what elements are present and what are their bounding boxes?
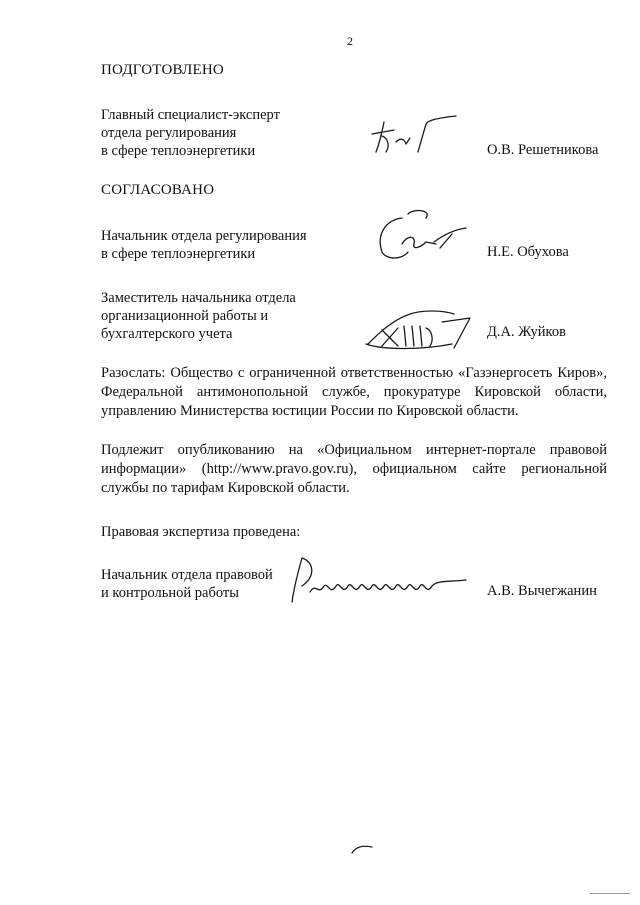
legal-signer-name: А.В. Вычегжанин: [487, 583, 597, 599]
agreed-signer-2-name: Д.А. Жуйков: [487, 324, 566, 340]
signature-obukhova: [372, 204, 472, 264]
signature-vychegzhanin: [288, 552, 470, 612]
prepared-heading: ПОДГОТОВЛЕНО: [101, 62, 224, 78]
small-mark: [350, 843, 374, 855]
signature-zhuikov: [362, 300, 477, 355]
distribution-list: Разослать: Общество с ограниченной ответственностью «Газэнергосеть Киров», Федеральной антимонопольной службе, прокуратуре Кировской области, управлению Министерства юстиции России по Кировской области.: [101, 365, 607, 419]
prepared-signer-name: О.В. Решетникова: [487, 142, 599, 158]
margin-line: [590, 893, 630, 894]
signature-reshetnikova: [368, 112, 458, 162]
agreed-signer-1-position: Начальник отдела регулирования в сфере теплоэнергетики: [101, 228, 307, 262]
prepared-signer-position: Главный специалист-эксперт отдела регулирования в сфере теплоэнергетики: [101, 107, 280, 159]
agreed-signer-1-name: Н.Е. Обухова: [487, 244, 569, 260]
publication-note: Подлежит опубликованию на «Официальном интернет-портале правовой информации» (http://www.pravo.gov.ru), официальном сайте региональной службы по тарифам Кировской области.: [101, 442, 607, 496]
legal-signer-position: Начальник отдела правовой и контрольной работы: [101, 567, 273, 601]
agreed-signer-2-position: Заместитель начальника отдела организационной работы и бухгалтерского учета: [101, 290, 296, 342]
legal-review-statement: Правовая экспертиза проведена:: [101, 524, 301, 540]
page-number: 2: [347, 34, 353, 48]
agreed-heading: СОГЛАСОВАНО: [101, 182, 215, 198]
